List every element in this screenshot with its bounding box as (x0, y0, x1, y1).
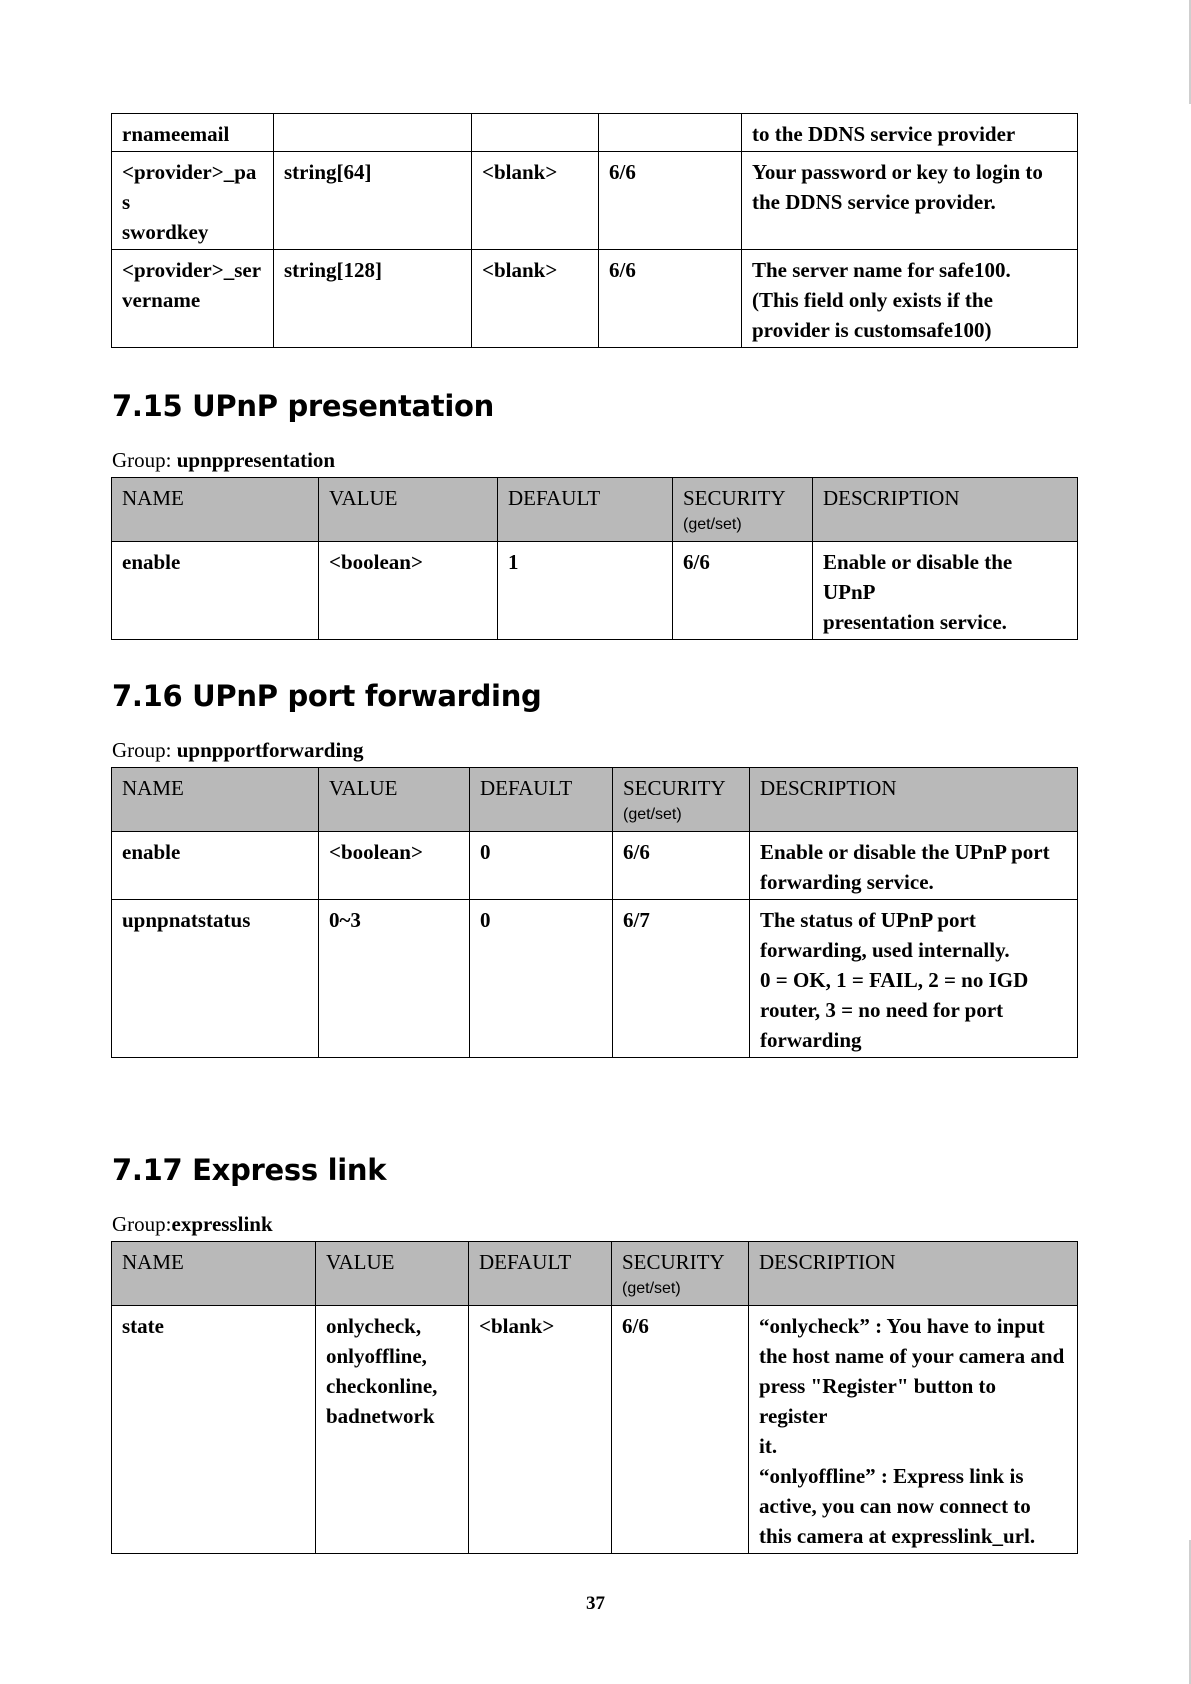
column-header-sublabel: (get/set) (683, 516, 742, 533)
column-header-security (613, 768, 750, 832)
description-text: active, you can now connect to (759, 1494, 1031, 1518)
page-number: 37 (586, 1593, 605, 1614)
column-header-label: DEFAULT (508, 486, 601, 510)
description-text: Enable or disable the UPnP (823, 550, 1013, 604)
security-cell (599, 114, 742, 152)
column-header-label: SECURITY (683, 486, 786, 510)
name-cell (112, 832, 319, 900)
security-text: 6/6 (683, 550, 710, 574)
description-text: Enable or disable the UPnP port (760, 840, 1050, 864)
value-text: onlycheck, (326, 1314, 422, 1338)
security-cell (599, 152, 742, 250)
table-row (112, 542, 1078, 640)
name-text: vername (122, 288, 201, 312)
table-row (112, 900, 1078, 1058)
default-cell (470, 832, 613, 900)
security-text: 6/7 (623, 908, 650, 932)
value-cell (316, 1306, 469, 1554)
column-header-label: DESCRIPTION (759, 1250, 896, 1274)
description-text: (This field only exists if the (752, 288, 993, 312)
name-text: state (122, 1314, 164, 1338)
default-text: 1 (508, 550, 519, 574)
table-row (112, 114, 1078, 152)
name-text: <provider>_pas (122, 160, 257, 214)
default-cell (469, 1306, 612, 1554)
table-row (112, 832, 1078, 900)
ddns-continued-table (111, 113, 1078, 348)
column-header-label: NAME (122, 486, 184, 510)
description-cell (813, 542, 1078, 640)
column-header-security (612, 1242, 749, 1306)
description-text: this camera at expresslink_url. (759, 1524, 1036, 1548)
default-cell (498, 542, 673, 640)
default-cell (470, 900, 613, 1058)
description-text: Your password or key to login to (752, 160, 1043, 184)
upnp-presentation-table (111, 477, 1078, 640)
name-text: <provider>_ser (122, 258, 262, 282)
description-cell (742, 250, 1078, 348)
table-row (112, 152, 1078, 250)
value-cell (319, 900, 470, 1058)
description-text: “onlyoffline” : Express link is (759, 1464, 1024, 1488)
default-cell (472, 114, 599, 152)
express-link-table (111, 1241, 1078, 1554)
group-name: upnppresentation (176, 448, 336, 472)
value-text: 0~3 (329, 908, 361, 932)
column-header-security (673, 478, 813, 542)
value-text: string[128] (284, 258, 382, 282)
description-text: provider is customsafe100) (752, 318, 992, 342)
description-text: it. (759, 1434, 778, 1458)
value-text: badnetwork (326, 1404, 435, 1428)
default-text: <blank> (482, 258, 558, 282)
group-label (112, 738, 363, 763)
column-header-default (469, 1242, 612, 1306)
value-cell (319, 832, 470, 900)
value-text: <boolean> (329, 550, 423, 574)
description-text: The server name for safe100. (752, 258, 1011, 282)
column-header-default (498, 478, 673, 542)
column-header-name (112, 478, 319, 542)
column-header-label: SECURITY (622, 1250, 725, 1274)
security-cell (612, 1306, 749, 1554)
column-header-label: VALUE (329, 486, 398, 510)
group-prefix: Group: (112, 1212, 172, 1236)
column-header-value (316, 1242, 469, 1306)
security-cell (673, 542, 813, 640)
column-header-sublabel: (get/set) (623, 806, 682, 823)
description-text: presentation service. (823, 610, 1007, 634)
column-header-label: DESCRIPTION (760, 776, 897, 800)
description-text: router, 3 = no need for port (760, 998, 1004, 1022)
name-text: upnpnatstatus (122, 908, 251, 932)
value-cell (274, 152, 472, 250)
value-cell (274, 114, 472, 152)
table-header-row (112, 478, 1078, 542)
group-name: upnpportforwarding (176, 738, 364, 762)
description-text: the host name of your camera and (759, 1344, 1065, 1368)
description-text: to the DDNS service provider (752, 122, 1016, 146)
description-cell (750, 832, 1078, 900)
description-text: forwarding (760, 1028, 862, 1052)
value-cell (319, 542, 498, 640)
description-cell (750, 900, 1078, 1058)
security-text: 6/6 (609, 160, 636, 184)
default-text: 0 (480, 840, 491, 864)
column-header-label: SECURITY (623, 776, 726, 800)
column-header-label: VALUE (326, 1250, 395, 1274)
description-cell (742, 152, 1078, 250)
group-label (112, 1212, 273, 1237)
column-header-label: DEFAULT (480, 776, 573, 800)
column-header-default (470, 768, 613, 832)
column-header-value (319, 768, 470, 832)
value-text: string[64] (284, 160, 372, 184)
security-text: 6/6 (622, 1314, 649, 1338)
description-text: the DDNS service provider. (752, 190, 996, 214)
name-text: rnameemail (122, 122, 230, 146)
column-header-sublabel: (get/set) (622, 1280, 681, 1297)
name-cell (112, 250, 274, 348)
table-header-row (112, 1242, 1078, 1306)
table-row (112, 1306, 1078, 1554)
column-header-description (750, 768, 1078, 832)
security-cell (599, 250, 742, 348)
name-text: enable (122, 550, 181, 574)
group-name: expresslink (171, 1212, 273, 1236)
security-cell (613, 900, 750, 1058)
table-row (112, 250, 1078, 348)
table-header-row (112, 768, 1078, 832)
value-cell (274, 250, 472, 348)
section-heading: 7.17 Express link (112, 1153, 387, 1187)
description-text: press "Register" button to register (759, 1374, 996, 1428)
column-header-name (112, 768, 319, 832)
value-text: onlyoffline, (326, 1344, 427, 1368)
column-header-label: DESCRIPTION (823, 486, 960, 510)
description-text: “onlycheck” : You have to input (759, 1314, 1045, 1338)
section-heading: 7.16 UPnP port forwarding (112, 679, 542, 713)
upnp-port-forwarding-table (111, 767, 1078, 1058)
column-header-label: NAME (122, 776, 184, 800)
column-header-label: NAME (122, 1250, 184, 1274)
name-cell (112, 542, 319, 640)
security-cell (613, 832, 750, 900)
description-cell (749, 1306, 1078, 1554)
name-cell (112, 1306, 316, 1554)
description-text: forwarding, used internally. (760, 938, 1010, 962)
security-text: 6/6 (623, 840, 650, 864)
description-text: forwarding service. (760, 870, 934, 894)
name-text: swordkey (122, 220, 209, 244)
description-text: 0 = OK, 1 = FAIL, 2 = no IGD (760, 968, 1029, 992)
default-cell (472, 250, 599, 348)
value-text: checkonline, (326, 1374, 438, 1398)
default-cell (472, 152, 599, 250)
description-cell (742, 114, 1078, 152)
name-cell (112, 114, 274, 152)
name-cell (112, 152, 274, 250)
group-prefix: Group: (112, 738, 177, 762)
column-header-label: DEFAULT (479, 1250, 572, 1274)
default-text: <blank> (479, 1314, 555, 1338)
description-text: The status of UPnP port (760, 908, 976, 932)
name-text: enable (122, 840, 181, 864)
column-header-value (319, 478, 498, 542)
name-cell (112, 900, 319, 1058)
default-text: 0 (480, 908, 491, 932)
group-label (112, 448, 335, 473)
column-header-label: VALUE (329, 776, 398, 800)
value-text: <boolean> (329, 840, 423, 864)
security-text: 6/6 (609, 258, 636, 282)
default-text: <blank> (482, 160, 558, 184)
group-prefix: Group: (112, 448, 177, 472)
section-heading: 7.15 UPnP presentation (112, 389, 494, 423)
column-header-description (813, 478, 1078, 542)
column-header-name (112, 1242, 316, 1306)
column-header-description (749, 1242, 1078, 1306)
